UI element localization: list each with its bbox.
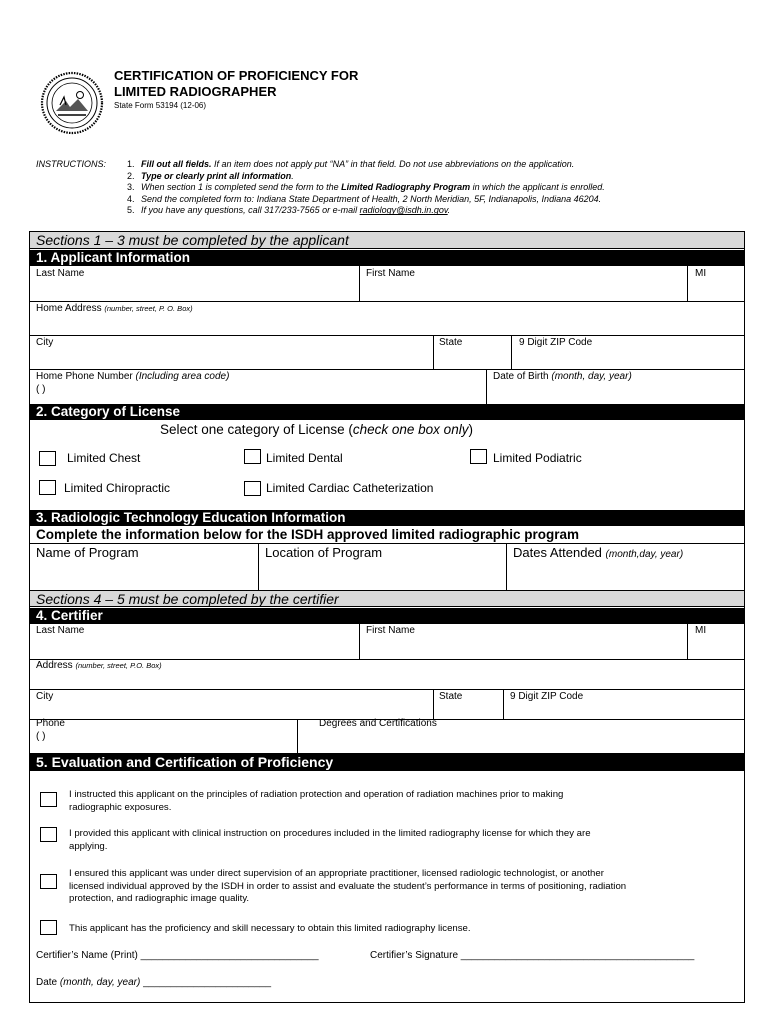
limited-cardiac-catheterization-checkbox[interactable]	[244, 481, 261, 496]
certifier-city-label: City	[36, 691, 54, 702]
name-of-program-label: Name of Program	[36, 545, 139, 560]
section-5-header: 5. Evaluation and Certification of Proficiency	[30, 753, 744, 771]
section-4-header: 4. Certifier	[30, 608, 744, 624]
evaluation-statement-2: I provided this applicant with clinical instruction on procedures included in the limited radiography license for which they are applying.	[69, 828, 591, 852]
section-2-header: 2. Category of License	[30, 404, 744, 420]
sections-4-5-header: Sections 4 – 5 must be completed by the certifier	[30, 590, 744, 607]
limited-dental-checkbox[interactable]	[244, 449, 261, 464]
evaluation-checkbox-4[interactable]	[40, 920, 57, 935]
instructions-list	[127, 159, 605, 217]
evaluation-statement-3: I ensured this applicant was under direct supervision of an appropriate practitioner, licensed radiologic technologist, or another licensed individual approved by the ISDH in order to assist and evaluate the student’s performance in terms of positioning, radiation protection, and radiographic image quality.	[69, 868, 627, 904]
certifier-phone-parens: ( )	[36, 731, 46, 742]
applicant-mi-label: MI	[695, 268, 707, 279]
certifier-phone-label: Phone	[36, 718, 65, 729]
section-3-subheader: Complete the information below for the ISDH approved limited radiographic program	[36, 527, 580, 542]
certifier-mi-label: MI	[695, 625, 707, 636]
evaluation-statement-1: I instructed this applicant on the principles of radiation protection and operation of radiation machines prior to making radiographic exposures.	[69, 789, 564, 813]
applicant-last-name-label: Last Name	[36, 268, 85, 279]
limited-podiatric-checkbox[interactable]	[470, 449, 487, 464]
certifier-state-label: State	[439, 691, 463, 702]
applicant-city-label: City	[36, 337, 54, 348]
applicant-state-label: State	[439, 337, 463, 348]
limited-chiropractic-label: Limited Chiropractic	[64, 481, 171, 495]
email-link[interactable]: radiology@isdh.in.gov	[359, 205, 448, 216]
evaluation-checkbox-2[interactable]	[40, 827, 57, 842]
instruction-4: 4. Send the completed form to: Indiana State Department of Health, 2 North Meridian, 5F, Indianapolis, Indiana 46204.	[127, 193, 602, 204]
certifier-address-label: Address (number, street, P.O. Box)	[36, 660, 162, 671]
instruction-5: 5. If you have any questions, call 317/233-7565 or e-mail radiology@isdh.in.gov.	[127, 205, 451, 216]
applicant-home-address-label: Home Address (number, street, P. O. Box)	[36, 303, 193, 314]
license-category-instruction: Select one category of License (check one box only)	[160, 422, 473, 437]
applicant-phone-parens: ( )	[36, 384, 46, 395]
section-1-header: 1. Applicant Information	[30, 250, 744, 266]
certification-date-field[interactable]: Date (month, day, year) _______________________	[36, 977, 272, 988]
applicant-phone-label: Home Phone Number (Including area code)	[36, 371, 230, 382]
limited-dental-label: Limited Dental	[266, 451, 343, 465]
location-of-program-label: Location of Program	[265, 545, 383, 560]
evaluation-statement-4: This applicant has the proficiency and skill necessary to obtain this limited radiography license.	[69, 923, 471, 934]
instruction-2: 2. Type or clearly print all information.	[127, 170, 294, 181]
instruction-1: 1. Fill out all fields. If an item does not apply put “NA” in that field. Do not use abbreviations on the application.	[127, 159, 575, 169]
dates-attended-label: Dates Attended (month,day, year)	[513, 545, 684, 560]
certifier-last-name-label: Last Name	[36, 625, 85, 636]
degrees-certifications-label: Degrees and Certifications	[319, 718, 437, 729]
sections-1-3-header: Sections 1 – 3 must be completed by the applicant	[30, 232, 744, 249]
certifier-first-name-label: First Name	[366, 625, 415, 636]
applicant-dob-label: Date of Birth (month, day, year)	[493, 371, 632, 382]
instruction-3: 3. When section 1 is completed send the form to the Limited Radiography Program in which the applicant is enrolled.	[127, 182, 605, 193]
form-title	[114, 68, 358, 100]
form-title-line1: CERTIFICATION OF PROFICIENCY FOR	[114, 68, 359, 83]
limited-podiatric-label: Limited Podiatric	[493, 451, 582, 465]
application-form	[29, 231, 745, 1003]
section-3-header: 3. Radiologic Technology Education Information	[30, 510, 744, 526]
form-title-line2: LIMITED RADIOGRAPHER	[114, 84, 277, 99]
certifier-signature-field[interactable]: Certifier’s Signature __________________________________________	[370, 950, 695, 961]
evaluation-checkbox-3[interactable]	[40, 874, 57, 889]
state-form-number: State Form 53194 (12-06)	[114, 101, 207, 110]
certifier-zip-label: 9 Digit ZIP Code	[510, 691, 584, 702]
indiana-state-seal	[40, 71, 104, 135]
limited-chest-label: Limited Chest	[67, 451, 141, 465]
limited-cardiac-catheterization-label: Limited Cardiac Catheterization	[266, 481, 434, 495]
limited-chest-checkbox[interactable]	[39, 451, 56, 466]
limited-chiropractic-checkbox[interactable]	[39, 480, 56, 495]
instructions-label: INSTRUCTIONS:	[36, 159, 107, 169]
applicant-first-name-label: First Name	[366, 268, 415, 279]
evaluation-checkbox-1[interactable]	[40, 792, 57, 807]
applicant-zip-label: 9 Digit ZIP Code	[519, 337, 593, 348]
certifier-name-print-field[interactable]: Certifier’s Name (Print) ________________________________	[36, 950, 319, 961]
